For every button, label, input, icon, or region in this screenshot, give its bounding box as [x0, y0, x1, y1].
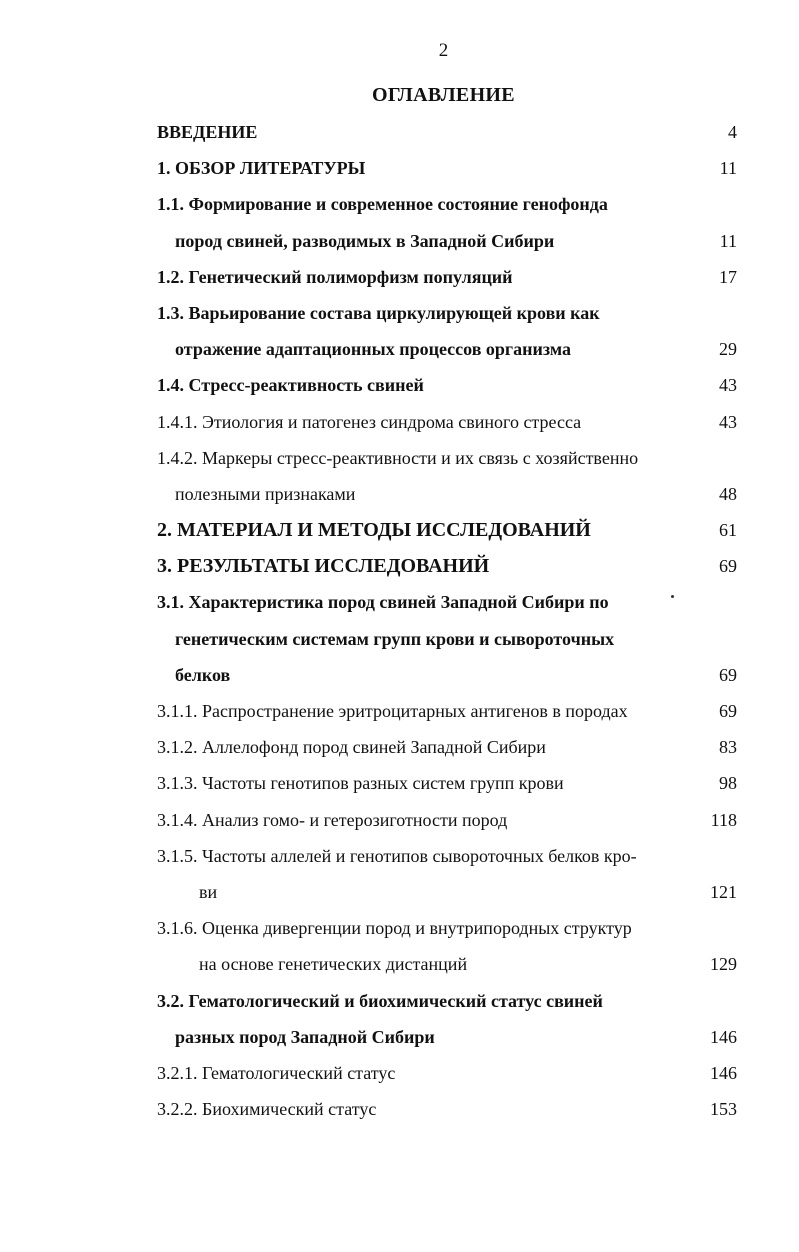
toc-entry-page: 69	[719, 664, 737, 685]
toc-entry-title: полезными признаками	[175, 483, 356, 504]
toc-entry[interactable]	[157, 186, 737, 222]
toc-entry-title: 3.1.5. Частоты аллелей и генотипов сывороточных белков кро-	[157, 845, 637, 866]
toc-entry-page: 146	[710, 1026, 737, 1047]
toc-entry-title: 1.1. Формирование и современное состояние генофонда	[157, 194, 608, 215]
toc-entry-page: 48	[719, 483, 737, 504]
toc-entry[interactable]	[157, 729, 737, 765]
toc-entry-title: разных пород Западной Сибири	[175, 1026, 435, 1047]
toc-entry[interactable]	[157, 874, 737, 910]
toc-entry-page: 69	[719, 556, 737, 577]
toc-entry[interactable]	[157, 223, 737, 259]
table-of-contents	[157, 114, 737, 1127]
toc-entry[interactable]	[157, 404, 737, 440]
toc-entry-page: 17	[719, 266, 737, 287]
toc-entry-title: 2. МАТЕРИАЛ И МЕТОДЫ ИССЛЕДОВАНИЙ	[157, 519, 591, 542]
toc-entry-page: 129	[710, 954, 737, 975]
toc-entry[interactable]	[157, 693, 737, 729]
toc-entry-title: 3. РЕЗУЛЬТАТЫ ИССЛЕДОВАНИЙ	[157, 555, 490, 578]
toc-entry-title: 1.2. Генетический полиморфизм популяций	[157, 266, 513, 287]
toc-entry-page: 121	[710, 881, 737, 902]
toc-title: ОГЛАВЛЕНИЕ	[372, 84, 515, 106]
toc-entry-title: 1.4. Стресс-реактивность свиней	[157, 375, 424, 396]
toc-entry[interactable]	[157, 838, 737, 874]
toc-entry-title: на основе генетических дистанций	[199, 954, 468, 975]
toc-entry-page: 61	[719, 520, 737, 541]
toc-entry-page: 153	[710, 1099, 737, 1120]
toc-entry[interactable]	[157, 1055, 737, 1091]
toc-entry-title: 1.3. Варьирование состава циркулирующей крови как	[157, 302, 600, 323]
toc-entry-page: 4	[728, 122, 737, 142]
toc-entry[interactable]	[157, 548, 737, 584]
toc-entry[interactable]	[157, 910, 737, 946]
toc-entry-page: 29	[719, 339, 737, 360]
toc-entry-title: 1. ОБЗОР ЛИТЕРАТУРЫ	[157, 158, 366, 179]
toc-entry[interactable]	[157, 150, 737, 186]
toc-entry[interactable]	[157, 621, 737, 657]
toc-entry[interactable]	[157, 259, 737, 295]
toc-entry[interactable]	[157, 114, 737, 150]
toc-entry[interactable]	[157, 1019, 737, 1055]
toc-entry[interactable]	[157, 946, 737, 982]
toc-entry-page: 98	[719, 773, 737, 794]
toc-entry-page: 43	[719, 375, 737, 396]
toc-entry-page: 11	[719, 230, 737, 251]
toc-entry[interactable]	[157, 476, 737, 512]
toc-entry[interactable]	[157, 367, 737, 403]
toc-entry-title: белков	[175, 664, 231, 685]
toc-entry[interactable]	[157, 512, 737, 548]
toc-entry[interactable]	[157, 657, 737, 693]
toc-entry-page: 118	[710, 809, 737, 830]
toc-entry-title: генетическим системам групп крови и сывороточных	[175, 628, 615, 649]
toc-entry-page: 83	[719, 737, 737, 758]
toc-entry-title: отражение адаптационных процессов организма	[175, 339, 571, 360]
toc-entry-title: 3.1. Характеристика пород свиней Западной Сибири по	[157, 592, 609, 613]
toc-entry-title: 3.1.4. Анализ гомо- и гетерозиготности пород	[157, 809, 508, 830]
toc-entry-title: 1.4.1. Этиология и патогенез синдрома свиного стресса	[157, 411, 582, 432]
toc-entry-title: пород свиней, разводимых в Западной Сибири	[175, 230, 555, 251]
toc-entry-title: 3.1.1. Распространение эритроцитарных антигенов в породах	[157, 701, 628, 721]
toc-entry[interactable]	[157, 331, 737, 367]
page-number: 2	[438, 40, 449, 61]
toc-entry-page: 146	[710, 1062, 737, 1083]
toc-entry-title: 3.2.2. Биохимический статус	[157, 1099, 377, 1120]
toc-entry-title: ви	[199, 881, 218, 902]
toc-entry[interactable]	[157, 765, 737, 801]
toc-entry[interactable]	[157, 1091, 737, 1127]
toc-entry-page: 43	[719, 411, 737, 432]
toc-entry-title: 1.4.2. Маркеры стресс-реактивности и их связь с хозяйственно	[157, 447, 639, 468]
toc-entry[interactable]	[157, 440, 737, 476]
toc-entry-title: 3.2.1. Гематологический статус	[157, 1062, 396, 1083]
toc-entry-title: 3.1.3. Частоты генотипов разных систем групп крови	[157, 773, 564, 794]
toc-entry-title: ВВЕДЕНИЕ	[157, 122, 258, 142]
toc-entry-page: 69	[719, 701, 737, 721]
toc-entry-title: 3.2. Гематологический и биохимический статус свиней	[157, 990, 603, 1011]
toc-entry-title: 3.1.2. Аллелофонд пород свиней Западной Сибири	[157, 737, 546, 758]
toc-entry-title: 3.1.6. Оценка дивергенции пород и внутрипородных структур	[157, 918, 632, 939]
toc-entry[interactable]	[157, 584, 737, 620]
toc-entry-page: 11	[719, 158, 737, 179]
toc-entry[interactable]	[157, 295, 737, 331]
toc-entry[interactable]	[157, 802, 737, 838]
toc-entry[interactable]	[157, 983, 737, 1019]
